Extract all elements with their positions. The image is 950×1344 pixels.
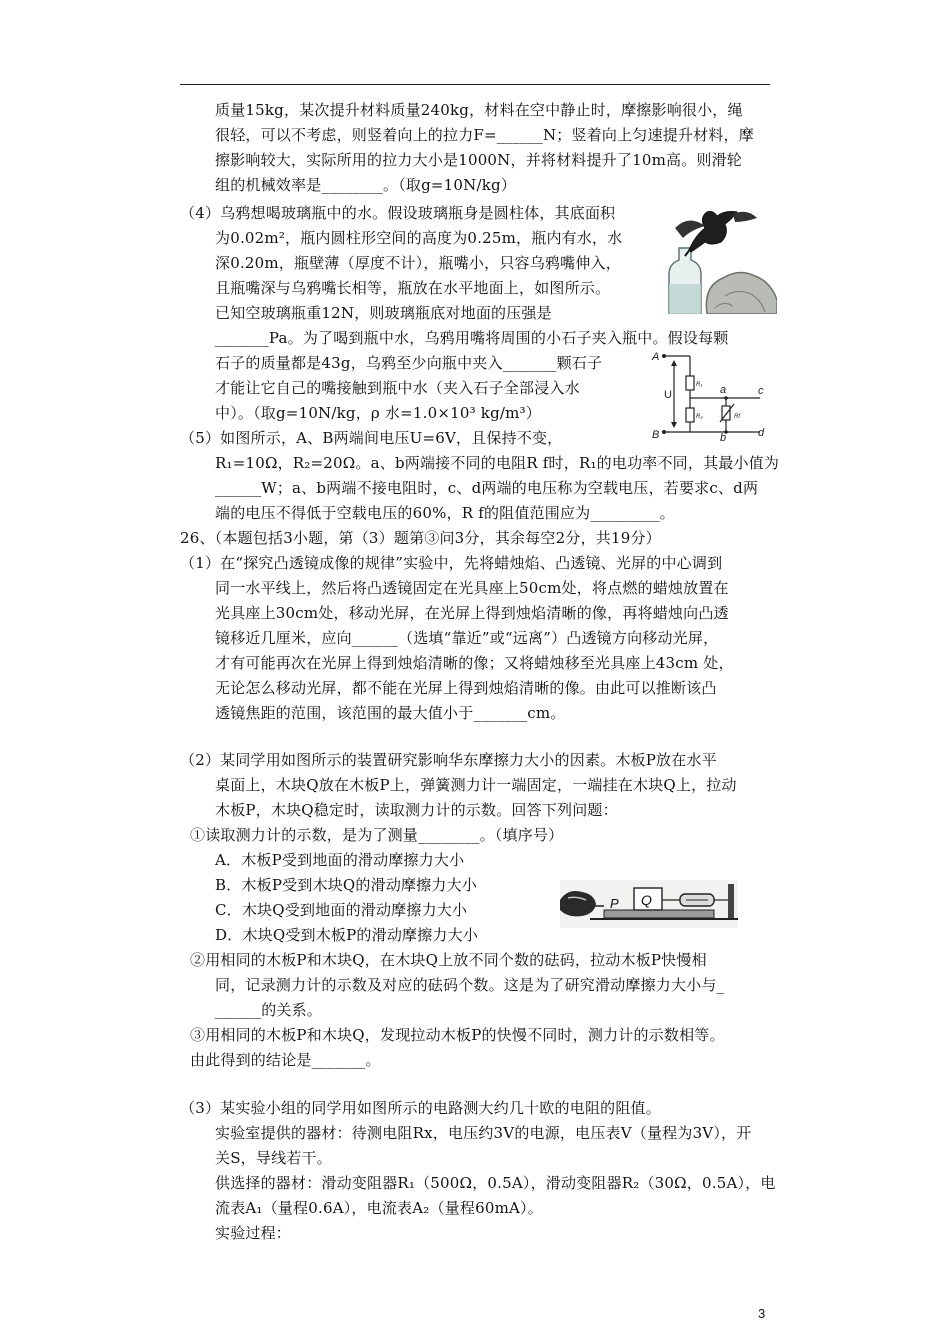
- label-r2: R₂: [696, 414, 703, 420]
- label-a: a: [720, 384, 727, 396]
- text-line: 很轻，可以不考虑，则竖着向上的拉力F=______N；竖着向上匀速提升材料，摩: [215, 126, 754, 144]
- text-line: 供选择的器材：滑动变阻器R₁（500Ω，0.5A），滑动变阻器R₂（30Ω，0.5A），电: [215, 1174, 776, 1192]
- label-d: d: [758, 427, 765, 439]
- text-line: （1）在“探究凸透镜成像的规律”实验中，先将蜡烛焰、凸透镜、光屏的中心调到: [180, 554, 723, 572]
- text-line: 镜移近几厘米，应向______（选填“靠近”或“远离”）凸透镜方向移动光屏，: [215, 629, 719, 647]
- label-b: b: [720, 432, 727, 442]
- label-b-upper: B: [652, 429, 660, 441]
- label-r1: R₁: [696, 382, 703, 388]
- text-line: _______Pa。为了喝到瓶中水，乌鸦用嘴将周围的小石子夹入瓶中。假设每颗: [215, 329, 729, 347]
- text-line: 关S，导线若干。: [215, 1149, 332, 1167]
- text-line: 实验过程：: [215, 1224, 292, 1242]
- text-line: 才有可能再次在光屏上得到烛焰清晰的像；又将蜡烛移至光具座上43cm 处，: [215, 654, 734, 672]
- question-heading: 26、（本题包括3小题，第（3）题第③问3分，其余每空2分，共19分）: [180, 529, 661, 547]
- text-line: ______W；a、b两端不接电阻时，c、d两端的电压称为空载电压，若要求c、d两: [215, 479, 759, 497]
- text-line: 同，记录测力计的示数及对应的砝码个数。这是为了研究滑动摩擦力大小与_: [215, 976, 725, 994]
- label-p: P: [610, 896, 619, 911]
- board-p: [604, 910, 714, 918]
- text-line: 流表A₁（量程0.6A），电流表A₂（量程60mA）。: [215, 1199, 543, 1217]
- text-line: ①读取测力计的示数，是为了测量________。（填序号）: [190, 826, 564, 844]
- label-q: Q: [641, 892, 652, 908]
- text-line: 擦影响较大，实际所用的拉力大小是1000N，并将材料提升了10m高。则滑轮: [215, 151, 743, 169]
- text-line: 端的电压不得低于空载电压的60%，R f的阻值范围应为_________。: [215, 504, 675, 522]
- text-line: 光具座上30cm处，移动光屏，在光屏上得到烛焰清晰的像，再将蜡烛向凸透: [215, 604, 729, 622]
- label-u: U: [664, 389, 672, 401]
- text-line: 透镜焦距的范围，该范围的最大值小于_______cm。: [215, 704, 566, 722]
- text-line: 为0.02m²，瓶内圆柱形空间的高度为0.25m，瓶内有水，水: [215, 229, 623, 247]
- text-line: （4）乌鸦想喝玻璃瓶中的水。假设玻璃瓶身是圆柱体，其底面积: [180, 204, 616, 222]
- text-line: 质量15kg，某次提升材料质量240kg，材料在空中静止时，摩擦影响很小，绳: [215, 101, 743, 119]
- text-line: 深0.20m，瓶壁薄（厚度不计），瓶嘴小，只容乌鸦嘴伸入，: [215, 254, 621, 272]
- text-line: ②用相同的木板P和木块Q，在木块Q上放不同个数的砝码，拉动木板P快慢相: [190, 951, 707, 969]
- text-line: ______的关系。: [215, 1001, 323, 1019]
- text-line: （2）某同学用如图所示的装置研究影响华东摩擦力大小的因素。木板P放在水平: [180, 751, 717, 769]
- text-line: 无论怎么移动光屏，都不能在光屏上得到烛焰清晰的像。由此可以推断该凸: [215, 679, 717, 697]
- text-line: 石子的质量都是43g，乌鸦至少向瓶中夹入_______颗石子: [215, 354, 603, 372]
- text-line: R₁=10Ω，R₂=20Ω。a、b两端接不同的电阻R f时，R₁的电功率不同，其最小值为: [215, 454, 780, 472]
- page-number: 3: [758, 1306, 766, 1321]
- option-b: B．木板P受到木块Q的滑动摩擦力大小: [215, 876, 478, 894]
- text-line: 已知空玻璃瓶重12N，则玻璃瓶底对地面的压强是: [215, 304, 552, 322]
- text-line: 才能让它自己的嘴接触到瓶中水（夹入石子全部浸入水: [215, 379, 580, 397]
- text-line: 桌面上，木块Q放在木板P上，弹簧测力计一端固定，一端挂在木块Q上，拉动: [215, 776, 737, 794]
- text-line: 组的机械效率是________。（取g=10N/kg）: [215, 176, 517, 194]
- text-line: 中）。（取g=10N/kg，ρ 水=1.0×10³ kg/m³）: [215, 404, 541, 422]
- text-line: （5）如图所示，A、B两端间电压U=6V，且保持不变，: [180, 429, 563, 447]
- label-a-upper: A: [652, 351, 660, 363]
- option-a: A．木板P受到地面的滑动摩擦力大小: [215, 851, 465, 869]
- label-c: c: [758, 385, 764, 397]
- label-rf: Rf: [734, 414, 740, 420]
- header-rule: [180, 84, 770, 85]
- option-c: C．木块Q受到地面的滑动摩擦力大小: [215, 901, 468, 919]
- text-line: ③用相同的木板P和木块Q，发现拉动木板P的快慢不同时，测力计的示数相等。: [190, 1026, 725, 1044]
- text-line: 且瓶嘴深与乌鸦嘴长相等，瓶放在水平地面上，如图所示。: [215, 279, 611, 297]
- option-d: D．木块Q受到木板P的滑动摩擦力大小: [215, 926, 479, 944]
- text-line: （3）某实验小组的同学用如图所示的电路测大约几十欧的电阻的阻值。: [180, 1099, 661, 1117]
- text-line: 同一水平线上，然后将凸透镜固定在光具座上50cm处，将点燃的蜡烛放置在: [215, 579, 729, 597]
- text-line: 木板P，木块Q稳定时，读取测力计的示数。回答下列问题：: [215, 801, 618, 819]
- circuit-diagram: [650, 346, 770, 442]
- text-line: 由此得到的结论是_______。: [190, 1051, 381, 1069]
- friction-apparatus-illustration: [560, 880, 738, 928]
- crow-bottle-illustration: [665, 208, 777, 314]
- text-line: 实验室提供的器材：待测电阻Rx，电压约3V的电源，电压表V（量程为3V），开: [215, 1124, 752, 1142]
